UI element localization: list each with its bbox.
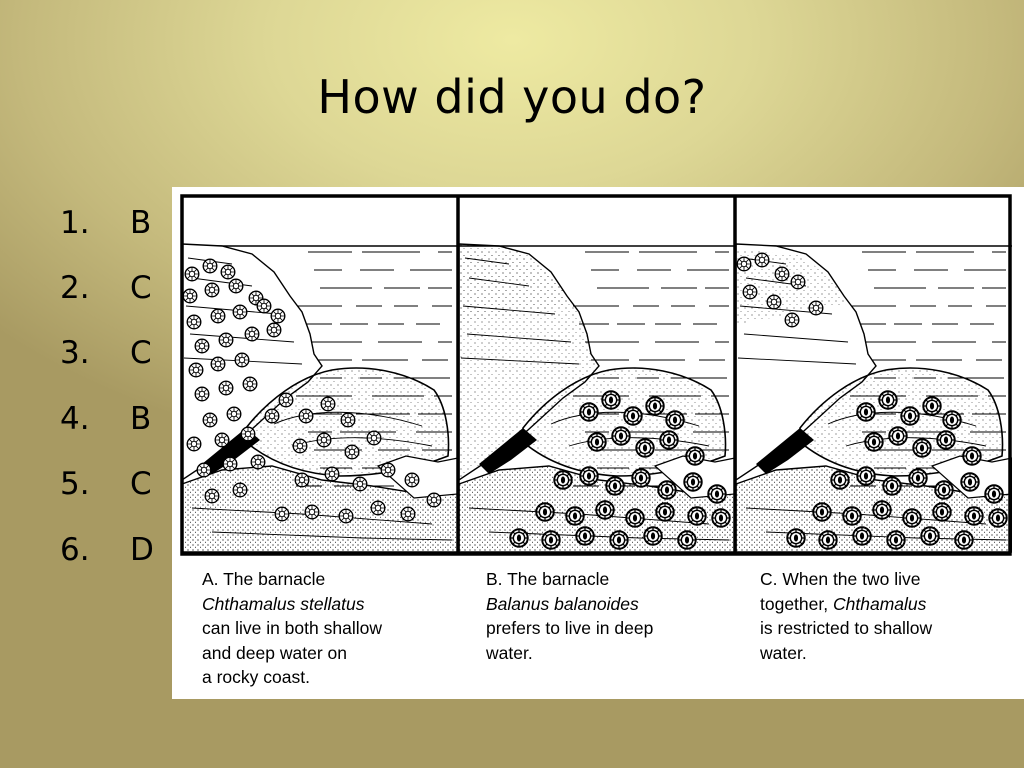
chthamalus-barnacle: [381, 463, 395, 477]
chthamalus-barnacle: [791, 275, 805, 289]
balanus-barnacle: [632, 469, 650, 487]
balanus-barnacle: [819, 531, 837, 549]
caption-line: is restricted to shallow: [760, 618, 933, 638]
balanus-barnacle: [955, 531, 973, 549]
balanus-barnacle: [626, 509, 644, 527]
caption-line: prefers to live in deep: [486, 618, 654, 638]
caption-panel-c: [760, 567, 1024, 665]
answer-number: 5.: [60, 466, 90, 503]
answer-letter: C: [130, 335, 152, 372]
balanus-barnacle: [913, 439, 931, 457]
chthamalus-barnacle: [223, 457, 237, 471]
answer-item: [52, 255, 154, 320]
chthamalus-barnacle: [203, 259, 217, 273]
balanus-barnacle: [873, 501, 891, 519]
balanus-barnacle: [889, 427, 907, 445]
answer-list: [52, 190, 154, 582]
balanus-barnacle: [937, 431, 955, 449]
chthamalus-barnacle: [341, 413, 355, 427]
caption-line: can live in both shallow: [202, 618, 382, 638]
chthamalus-barnacle: [211, 309, 225, 323]
chthamalus-barnacle: [211, 357, 225, 371]
balanus-barnacle: [536, 503, 554, 521]
answer-letter: C: [130, 466, 152, 503]
chthamalus-barnacle: [317, 433, 331, 447]
balanus-barnacle: [708, 485, 726, 503]
caption-panel-b: [486, 567, 756, 665]
balanus-barnacle: [857, 467, 875, 485]
chthamalus-barnacle: [229, 279, 243, 293]
species-name: Chthamalus stellatus: [202, 593, 365, 614]
answer-number: 3.: [60, 335, 90, 372]
barnacle-illustration: [180, 194, 1012, 556]
caption-line: B. The barnacle: [486, 569, 610, 589]
balanus-barnacle: [787, 529, 805, 547]
chthamalus-barnacle: [215, 433, 229, 447]
balanus-barnacle: [686, 447, 704, 465]
chthamalus-barnacle: [189, 363, 203, 377]
chthamalus-barnacle: [183, 289, 197, 303]
answer-item: [52, 190, 154, 255]
chthamalus-barnacle: [767, 295, 781, 309]
chthamalus-barnacle: [305, 505, 319, 519]
chthamalus-barnacle: [737, 257, 751, 271]
balanus-barnacle: [510, 529, 528, 547]
balanus-barnacle: [943, 411, 961, 429]
chthamalus-barnacle: [197, 463, 211, 477]
balanus-barnacle: [857, 403, 875, 421]
balanus-barnacle: [602, 391, 620, 409]
chthamalus-barnacle: [367, 431, 381, 445]
species-name: Balanus balanoides: [486, 593, 639, 614]
balanus-barnacle: [684, 473, 702, 491]
slide-title: How did you do?: [317, 70, 707, 124]
balanus-barnacle: [658, 481, 676, 499]
panel-c-scene: [736, 244, 1012, 552]
balanus-barnacle: [656, 503, 674, 521]
balanus-barnacle: [935, 481, 953, 499]
caption-line: water.: [486, 642, 533, 663]
chthamalus-barnacle: [233, 305, 247, 319]
chthamalus-barnacle: [195, 387, 209, 401]
chthamalus-barnacle: [187, 437, 201, 451]
balanus-barnacle: [712, 509, 730, 527]
chthamalus-barnacle: [371, 501, 385, 515]
chthamalus-barnacle: [219, 333, 233, 347]
chthamalus-barnacle: [809, 301, 823, 315]
balanus-barnacle: [554, 471, 572, 489]
caption-line: C. When the two live: [760, 569, 921, 589]
balanus-barnacle: [576, 527, 594, 545]
balanus-barnacle: [985, 485, 1003, 503]
chthamalus-barnacle: [775, 267, 789, 281]
balanus-barnacle: [933, 503, 951, 521]
chthamalus-barnacle: [243, 377, 257, 391]
caption-text: together,: [760, 593, 829, 614]
balanus-barnacle: [666, 411, 684, 429]
chthamalus-barnacle: [265, 409, 279, 423]
chthamalus-barnacle: [205, 489, 219, 503]
chthamalus-barnacle: [251, 455, 265, 469]
balanus-barnacle: [879, 391, 897, 409]
balanus-barnacle: [542, 531, 560, 549]
chthamalus-barnacle: [235, 353, 249, 367]
answer-letter: C: [130, 270, 152, 307]
answer-item: [52, 386, 154, 451]
barnacle-figure: [172, 187, 1024, 699]
chthamalus-barnacle: [271, 309, 285, 323]
chthamalus-barnacle: [405, 473, 419, 487]
species-name: Chthamalus: [833, 593, 927, 614]
balanus-barnacle: [624, 407, 642, 425]
answer-letter: B: [130, 400, 152, 437]
chthamalus-barnacle: [293, 439, 307, 453]
answer-item: [52, 321, 154, 386]
balanus-barnacle: [903, 509, 921, 527]
caption-line: [760, 592, 1024, 617]
balanus-barnacle: [901, 407, 919, 425]
chthamalus-barnacle: [187, 315, 201, 329]
balanus-barnacle: [843, 507, 861, 525]
chthamalus-barnacle: [257, 299, 271, 313]
answer-letter: D: [130, 531, 154, 568]
balanus-barnacle: [644, 527, 662, 545]
balanus-barnacle: [909, 469, 927, 487]
caption-line: a rocky coast.: [202, 667, 310, 687]
chthamalus-barnacle: [203, 413, 217, 427]
panel-b-scene: [459, 244, 735, 552]
balanus-barnacle: [688, 507, 706, 525]
balanus-barnacle: [963, 447, 981, 465]
balanus-barnacle: [580, 467, 598, 485]
panel-a-scene: [182, 244, 458, 552]
answer-item: [52, 517, 154, 582]
chthamalus-barnacle: [785, 313, 799, 327]
caption-line: water.: [760, 642, 807, 663]
chthamalus-barnacle: [345, 445, 359, 459]
chthamalus-barnacle: [267, 323, 281, 337]
chthamalus-barnacle: [221, 265, 235, 279]
chthamalus-barnacle: [339, 509, 353, 523]
balanus-barnacle: [660, 431, 678, 449]
chthamalus-barnacle: [755, 253, 769, 267]
balanus-barnacle: [580, 403, 598, 421]
chthamalus-barnacle: [219, 381, 233, 395]
chthamalus-barnacle: [185, 267, 199, 281]
balanus-barnacle: [813, 503, 831, 521]
answer-number: 6.: [60, 531, 90, 568]
balanus-barnacle: [883, 477, 901, 495]
chthamalus-barnacle: [401, 507, 415, 521]
caption-panel-a: [202, 567, 472, 690]
chthamalus-barnacle: [325, 467, 339, 481]
chthamalus-barnacle: [279, 393, 293, 407]
chthamalus-barnacle: [233, 483, 247, 497]
balanus-barnacle: [923, 397, 941, 415]
balanus-barnacle: [606, 477, 624, 495]
chthamalus-barnacle: [321, 397, 335, 411]
balanus-barnacle: [961, 473, 979, 491]
answer-number: 2.: [60, 270, 90, 307]
balanus-barnacle: [853, 527, 871, 545]
balanus-barnacle: [636, 439, 654, 457]
chthamalus-barnacle: [241, 427, 255, 441]
answer-item: [52, 452, 154, 517]
balanus-barnacle: [566, 507, 584, 525]
balanus-barnacle: [831, 471, 849, 489]
chthamalus-barnacle: [299, 409, 313, 423]
answer-number: 1.: [60, 204, 90, 241]
chthamalus-barnacle: [195, 339, 209, 353]
balanus-barnacle: [965, 507, 983, 525]
chthamalus-barnacle: [353, 477, 367, 491]
chthamalus-barnacle: [245, 327, 259, 341]
chthamalus-barnacle: [275, 507, 289, 521]
chthamalus-barnacle: [295, 473, 309, 487]
balanus-barnacle: [678, 531, 696, 549]
chthamalus-barnacle: [205, 283, 219, 297]
balanus-barnacle: [921, 527, 939, 545]
answer-letter: B: [130, 204, 152, 241]
balanus-barnacle: [989, 509, 1007, 527]
chthamalus-barnacle: [427, 493, 441, 507]
caption-line: A. The barnacle: [202, 569, 326, 589]
balanus-barnacle: [588, 433, 606, 451]
balanus-barnacle: [610, 531, 628, 549]
caption-line: and deep water on: [202, 642, 347, 663]
balanus-barnacle: [865, 433, 883, 451]
chthamalus-barnacle: [227, 407, 241, 421]
answer-number: 4.: [60, 400, 90, 437]
balanus-barnacle: [887, 531, 905, 549]
balanus-barnacle: [596, 501, 614, 519]
chthamalus-barnacle: [743, 285, 757, 299]
balanus-barnacle: [646, 397, 664, 415]
balanus-barnacle: [612, 427, 630, 445]
